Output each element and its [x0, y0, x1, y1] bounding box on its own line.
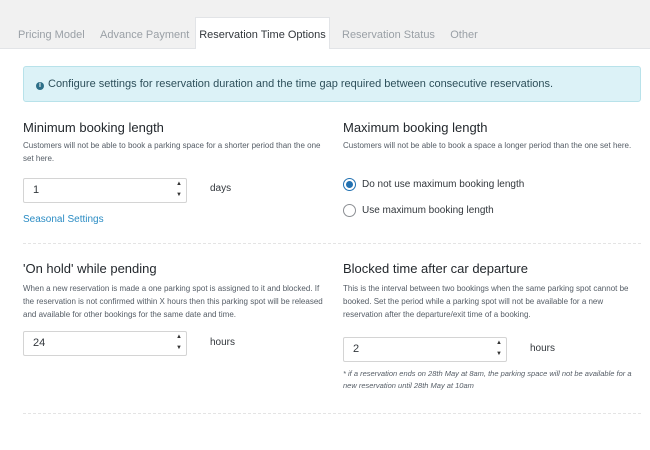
- tab-reservation-time-options[interactable]: Reservation Time Options: [195, 17, 330, 50]
- settings-panel: [0, 49, 650, 450]
- tab-bar: [0, 0, 650, 49]
- min-booking-unit: days: [210, 183, 232, 194]
- radio-no-max-length[interactable]: [343, 178, 356, 191]
- max-booking-desc: Customers will not be able to book a space a longer period than the one set here.: [343, 141, 632, 150]
- on-hold-value: 24: [33, 337, 46, 349]
- on-hold-title: 'On hold' while pending: [23, 261, 157, 276]
- on-hold-stepper[interactable]: [172, 332, 186, 355]
- tab-other[interactable]: Other: [450, 29, 478, 41]
- radio-use-max-length-label[interactable]: Use maximum booking length: [362, 205, 494, 216]
- info-notice: [23, 66, 641, 102]
- spinner-down-icon[interactable]: ▼: [496, 351, 502, 357]
- spinner-down-icon[interactable]: ▼: [176, 345, 182, 351]
- min-booking-desc: Customers will not be able to book a parking space for a shorter period than the one set here.: [23, 141, 321, 163]
- spinner-up-icon[interactable]: ▲: [176, 181, 182, 187]
- tab-reservation-status[interactable]: Reservation Status: [342, 29, 435, 41]
- blocked-time-input[interactable]: [343, 337, 507, 362]
- section-divider: [23, 413, 641, 414]
- blocked-time-unit: hours: [530, 343, 556, 354]
- info-text: Configure settings for reservation duration and the time gap required between consecutive reservations.: [48, 78, 554, 90]
- blocked-time-stepper[interactable]: [492, 338, 506, 361]
- seasonal-settings-link[interactable]: Seasonal Settings: [23, 214, 104, 225]
- radio-no-max-length-label[interactable]: Do not use maximum booking length: [362, 179, 525, 190]
- min-booking-input[interactable]: [23, 178, 187, 203]
- max-booking-title: Maximum booking length: [343, 120, 488, 135]
- blocked-time-desc: This is the interval between two bookings when the same parking spot cannot be booked. Set the period while a parking spot will not be available for a new reservation after the departure/exit time of a booking.: [343, 284, 629, 319]
- on-hold-desc: When a new reservation is made a one parking spot is assigned to it and blocked. If the reservation is not confirmed within X hours then this parking spot will be released and available for other bookings for the same date and time.: [23, 284, 323, 319]
- on-hold-unit: hours: [210, 337, 236, 348]
- blocked-time-note: * if a reservation ends on 28th May at 8am, the parking space will not be available for a new reservation until 28th May at 10am: [343, 369, 632, 390]
- spinner-up-icon[interactable]: ▲: [496, 340, 502, 346]
- section-divider: [23, 243, 641, 244]
- min-booking-value: 1: [33, 184, 40, 196]
- spinner-down-icon[interactable]: ▼: [176, 192, 182, 198]
- tab-advance-payment[interactable]: Advance Payment: [100, 29, 190, 41]
- radio-use-max-length[interactable]: [343, 204, 356, 217]
- min-booking-title: Minimum booking length: [23, 120, 164, 135]
- on-hold-input[interactable]: [23, 331, 187, 356]
- tab-pricing-model[interactable]: Pricing Model: [18, 29, 85, 41]
- info-circle-icon: i: [36, 82, 44, 90]
- spinner-up-icon[interactable]: ▲: [176, 334, 182, 340]
- blocked-time-title: Blocked time after car departure: [343, 261, 528, 276]
- blocked-time-value: 2: [353, 343, 360, 355]
- min-booking-stepper[interactable]: [172, 179, 186, 202]
